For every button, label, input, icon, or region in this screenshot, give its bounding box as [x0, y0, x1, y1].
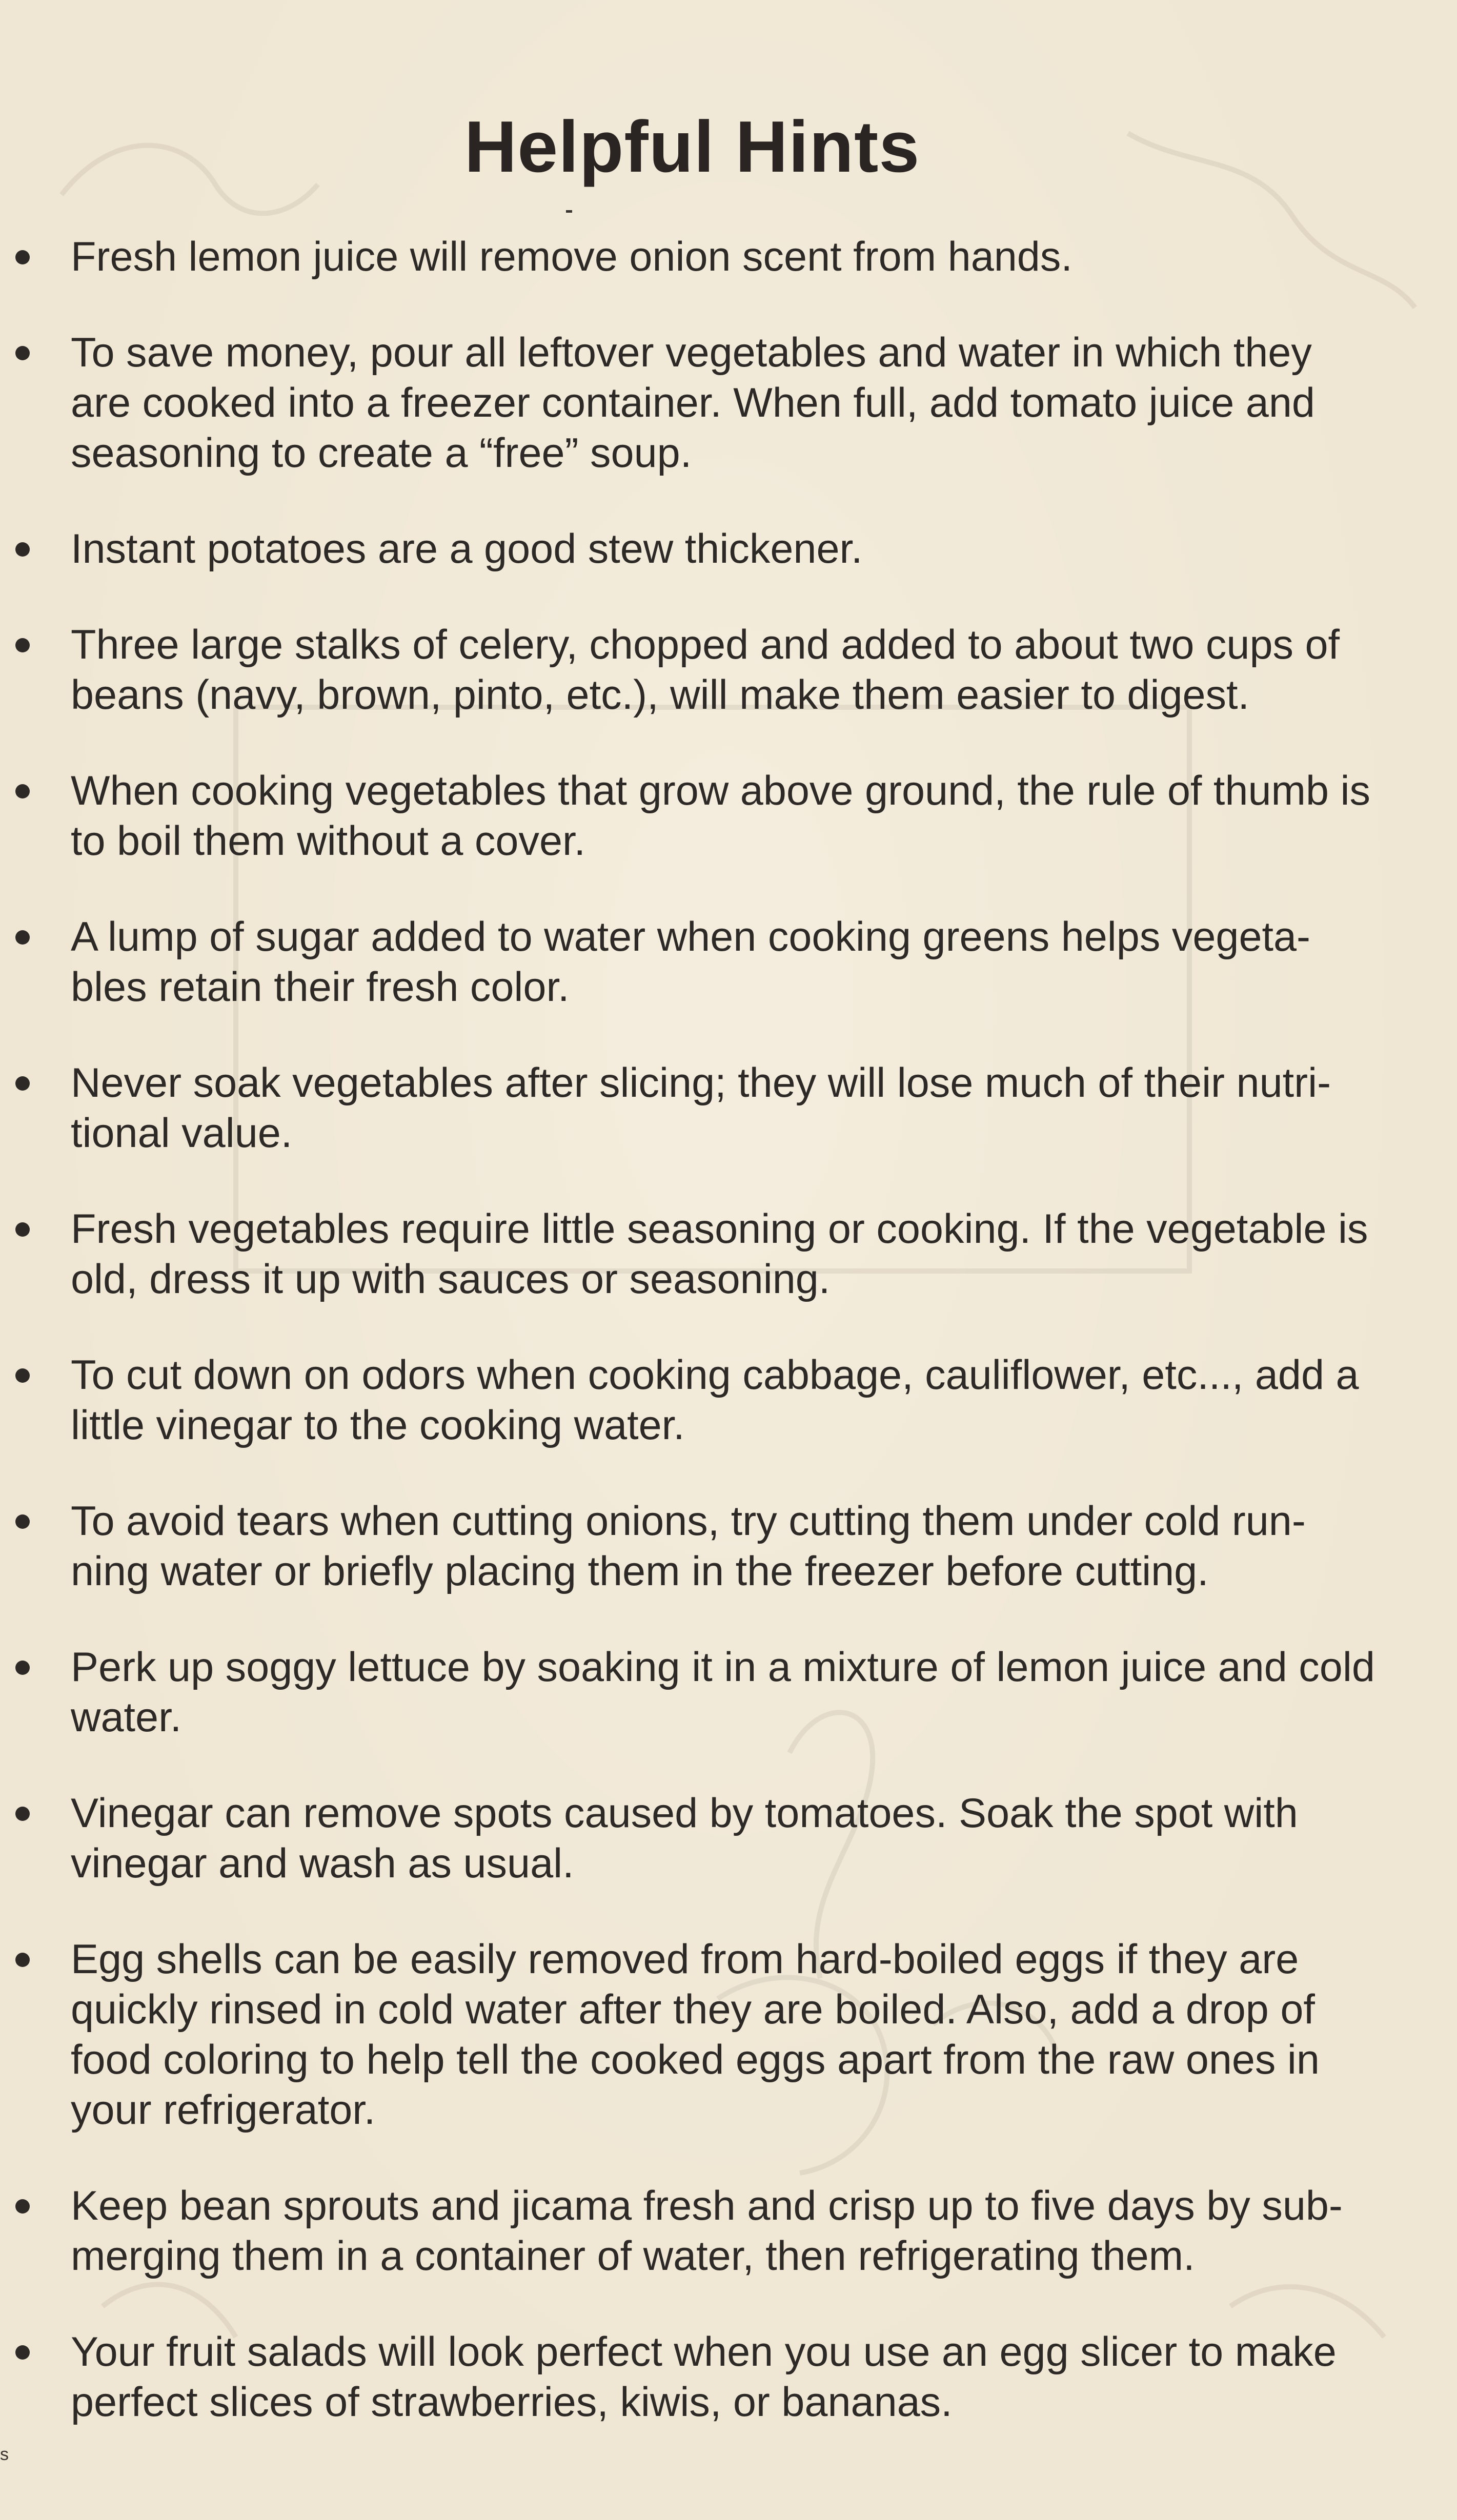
hint-text: Three large stalks of celery, chopped and added to about two cups of beans (navy, brown, pinto, etc.), will make them easier to digest.: [71, 622, 1340, 718]
hint-text: To cut down on odors when cooking cabbage, cauliflower, etc..., add a little vinegar to the cooking water.: [71, 1352, 1359, 1448]
bullet-icon: [15, 1661, 30, 1675]
hint-text: Your fruit salads will look perfect when you use an egg slicer to make perfect slices of strawberries, kiwis, or bananas.: [71, 2329, 1337, 2425]
hint-text: Egg shells can be easily removed from hard-boiled eggs if they are quickly rinsed in cold water after they are boiled. Also, add a drop of food coloring to help tell the cooked eggs apart from the raw ones in your refrigerator.: [71, 1936, 1320, 2133]
bullet-icon: [15, 2199, 30, 2214]
list-item: [0, 1204, 1457, 1304]
hint-text: A lump of sugar added to water when cooking greens helps vegeta-bles retain their fresh color.: [71, 914, 1311, 1010]
list-item: [0, 524, 1457, 574]
bullet-icon: [15, 1807, 30, 1821]
bullet-icon: [15, 638, 30, 652]
bullet-icon: [15, 346, 30, 360]
bullet-icon: [15, 2345, 30, 2360]
bullet-icon: [15, 1368, 30, 1383]
bullet-icon: [15, 250, 30, 264]
list-item: [0, 1642, 1457, 1743]
hint-text: Fresh lemon juice will remove onion scent from hands.: [71, 234, 1072, 280]
hint-text: Fresh vegetables require little seasoning or cooking. If the vegetable is old, dress it up with sauces or seasoning.: [71, 1206, 1368, 1302]
bullet-icon: [15, 542, 30, 557]
hint-text: To avoid tears when cutting onions, try cutting them under cold run-ning water or briefly placing them in the freezer before cutting.: [71, 1498, 1306, 1594]
list-item: [0, 1788, 1457, 1889]
list-item: [0, 232, 1457, 282]
list-item: [0, 2327, 1457, 2427]
list-item: [0, 912, 1457, 1012]
hint-text: Vinegar can remove spots caused by tomatoes. Soak the spot with vinegar and wash as usual.: [71, 1790, 1298, 1887]
list-item: [0, 1496, 1457, 1596]
bullet-icon: [15, 1222, 30, 1237]
page-title: Helpful Hints: [464, 106, 920, 188]
list-item: [0, 1934, 1457, 2135]
hint-text: When cooking vegetables that grow above ground, the rule of thumb is to boil them without a cover.: [71, 768, 1371, 864]
list-item: [0, 766, 1457, 866]
bullet-icon: [15, 930, 30, 945]
list-item: [0, 1058, 1457, 1158]
page-corner-mark: s: [0, 2445, 9, 2464]
list-item: [0, 327, 1457, 478]
bullet-icon: [15, 1514, 30, 1529]
bullet-icon: [15, 1953, 30, 1967]
bullet-icon: [15, 1076, 30, 1091]
hint-text: Never soak vegetables after slicing; they will lose much of their nutri-tional value.: [71, 1060, 1331, 1156]
hints-list: [0, 232, 1457, 2473]
list-item: [0, 620, 1457, 720]
hint-text: To save money, pour all leftover vegetables and water in which they are cooked into a freezer container. When full, add tomato juice and seasoning to create a “free” soup.: [71, 330, 1315, 476]
title-dash-mark: [566, 210, 572, 213]
list-item: [0, 2181, 1457, 2281]
hint-text: Instant potatoes are a good stew thickener.: [71, 526, 863, 572]
list-item: [0, 1350, 1457, 1450]
bullet-icon: [15, 784, 30, 798]
hint-text: Perk up soggy lettuce by soaking it in a mixture of lemon juice and cold water.: [71, 1644, 1375, 1740]
hint-text: Keep bean sprouts and jicama fresh and crisp up to five days by sub-merging them in a container of water, then refrigerating them.: [71, 2183, 1343, 2279]
